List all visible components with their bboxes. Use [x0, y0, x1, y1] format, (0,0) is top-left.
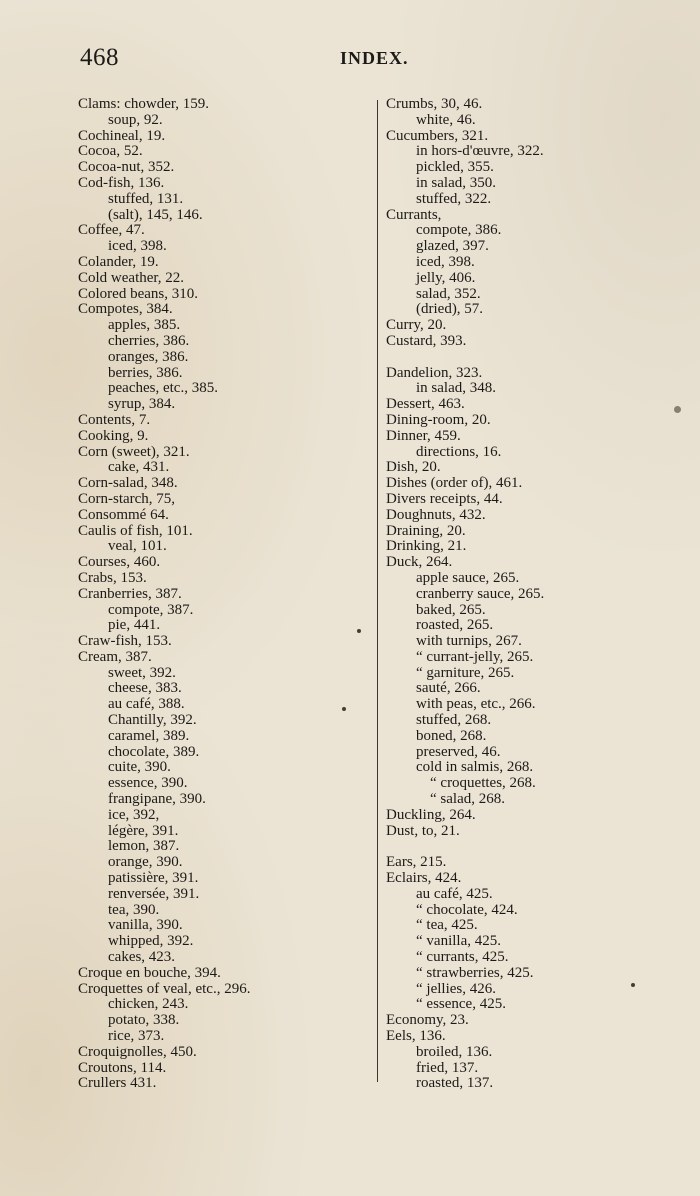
index-subentry: veal, 101.	[108, 538, 167, 555]
index-entry: Compotes, 384.	[78, 301, 173, 318]
index-entry: Croquignolles, 450.	[78, 1043, 197, 1060]
index-subentry: tea, 390.	[108, 901, 160, 918]
index-entry: Cold weather, 22.	[78, 269, 185, 286]
ink-speck	[357, 629, 361, 633]
index-entry: Cream, 387.	[78, 648, 152, 665]
index-subentry: orange, 390.	[108, 854, 183, 871]
index-entry: Curry, 20.	[386, 317, 447, 334]
index-entry: Courses, 460.	[78, 554, 161, 571]
index-column-left	[78, 97, 250, 1092]
index-subentry: essence, 390.	[108, 775, 188, 792]
index-subentry: salad, 352.	[416, 285, 481, 302]
index-entry: Dining-room, 20.	[386, 411, 491, 428]
column-divider	[377, 100, 378, 1082]
index-subentry: rice, 373.	[108, 1028, 165, 1045]
index-subentry: renversée, 391.	[108, 885, 200, 902]
page-number: 468	[80, 44, 119, 71]
index-subentry: cake, 431.	[108, 459, 170, 476]
section-spacer	[386, 839, 544, 855]
index-entry: Colored beans, 310.	[78, 285, 198, 302]
index-entry: Corn (sweet), 321.	[78, 443, 190, 460]
index-subentry: chocolate, 389.	[108, 743, 200, 760]
index-subentry: roasted, 265.	[416, 617, 494, 634]
index-entry: Craw-fish, 153.	[78, 633, 172, 650]
index-subentry: caramel, 389.	[108, 727, 190, 744]
index-entry: Contents, 7.	[78, 411, 151, 428]
index-subentry: “ croquettes, 268.	[430, 775, 536, 792]
index-subentry: with turnips, 267.	[416, 633, 522, 650]
index-entry: Caulis of fish, 101.	[78, 522, 193, 539]
index-entry: Drinking, 21.	[386, 538, 467, 555]
index-subentry: vanilla, 390.	[108, 917, 183, 934]
index-subentry: iced, 398.	[108, 238, 167, 255]
index-entry: Croque en bouche, 394.	[78, 964, 221, 981]
index-entry: Corn-salad, 348.	[78, 475, 178, 492]
index-entry: Dinner, 459.	[386, 427, 461, 444]
index-subentry: “ vanilla, 425.	[416, 933, 501, 950]
index-subentry: (salt), 145, 146.	[108, 206, 203, 223]
index-subentry: sauté, 266.	[416, 680, 481, 697]
index-subentry: berries, 386.	[108, 364, 183, 381]
index-subentry: “ tea, 425.	[416, 917, 478, 934]
index-subentry: jelly, 406.	[416, 269, 476, 286]
index-entry: Currants,	[386, 206, 442, 223]
index-subentry: lemon, 387.	[108, 838, 180, 855]
index-column-right	[386, 97, 544, 1092]
index-entry: Dust, to, 21.	[386, 822, 460, 839]
index-subentry: cheese, 383.	[108, 680, 182, 697]
index-subentry: stuffed, 268.	[416, 712, 492, 729]
index-subentry: cherries, 386.	[108, 332, 190, 349]
section-spacer	[386, 350, 544, 366]
index-entry: Cucumbers, 321.	[386, 127, 489, 144]
index-entry: Eels, 136.	[386, 1028, 446, 1045]
index-entry: Crumbs, 30, 46.	[386, 96, 483, 112]
index-subentry: “ currant-jelly, 265.	[416, 648, 534, 665]
index-entry: Crullers 431.	[78, 1075, 157, 1092]
index-subentry: apples, 385.	[108, 317, 181, 334]
index-subentry: au café, 388.	[108, 696, 185, 713]
index-entry: Corn-starch, 75,	[78, 490, 176, 507]
index-entry: Cooking, 9.	[78, 427, 149, 444]
page-title: INDEX.	[340, 48, 409, 68]
index-subentry: fried, 137.	[416, 1059, 479, 1076]
ink-speck	[674, 406, 681, 413]
index-subentry: in salad, 348.	[416, 380, 496, 397]
index-subentry: sweet, 392.	[108, 664, 176, 681]
index-entry: Dishes (order of), 461.	[386, 475, 523, 492]
index-entry: Consommé 64.	[78, 506, 169, 523]
index-subentry: “ garniture, 265.	[416, 664, 515, 681]
index-subentry: cold in salmis, 268.	[416, 759, 534, 776]
index-subentry: “ jellies, 426.	[416, 980, 496, 997]
index-subentry: frangipane, 390.	[108, 791, 206, 808]
index-subentry: compote, 386.	[416, 222, 502, 239]
index-subentry: soup, 92.	[108, 111, 163, 128]
index-subentry: with peas, etc., 266.	[416, 696, 536, 713]
index-entry: Cocoa-nut, 352.	[78, 159, 175, 176]
index-subentry: “ chocolate, 424.	[416, 901, 518, 918]
index-subentry: “ strawberries, 425.	[416, 964, 534, 981]
index-subentry: légère, 391.	[108, 822, 179, 839]
index-subentry: in hors-d'œuvre, 322.	[416, 143, 544, 160]
index-subentry: broiled, 136.	[416, 1043, 493, 1060]
index-subentry: oranges, 386.	[108, 348, 189, 365]
index-entry: Divers receipts, 44.	[386, 490, 503, 507]
index-entry: Clams: chowder, 159.	[78, 96, 210, 112]
index-entry: Cod-fish, 136.	[78, 174, 165, 191]
index-subentry: boned, 268.	[416, 727, 487, 744]
index-entry: Duckling, 264.	[386, 806, 476, 823]
ink-speck	[342, 707, 346, 711]
index-subentry: “ currants, 425.	[416, 949, 509, 966]
index-subentry: pickled, 355.	[416, 159, 494, 176]
index-subentry: “ essence, 425.	[416, 996, 506, 1013]
index-entry: Dandelion, 323.	[386, 364, 483, 381]
index-subentry: stuffed, 131.	[108, 190, 184, 207]
index-subentry: preserved, 46.	[416, 743, 501, 760]
index-subentry: (dried), 57.	[416, 301, 484, 318]
index-subentry: apple sauce, 265.	[416, 569, 520, 586]
index-subentry: directions, 16.	[416, 443, 502, 460]
index-entry: Doughnuts, 432.	[386, 506, 486, 523]
index-entry: Croquettes of veal, etc., 296.	[78, 980, 251, 997]
index-entry: Duck, 264.	[386, 554, 453, 571]
index-subentry: chicken, 243.	[108, 996, 189, 1013]
index-subentry: patissière, 391.	[108, 870, 199, 887]
index-subentry: au café, 425.	[416, 885, 493, 902]
index-entry: Draining, 20.	[386, 522, 466, 539]
index-subentry: peaches, etc., 385.	[108, 380, 218, 397]
index-subentry: iced, 398.	[416, 253, 475, 270]
index-entry: Croutons, 114.	[78, 1059, 167, 1076]
index-entry: Coffee, 47.	[78, 222, 145, 239]
index-entry: Dish, 20.	[386, 459, 441, 476]
index-subentry: cuite, 390.	[108, 759, 171, 776]
index-entry: Custard, 393.	[386, 332, 467, 349]
index-subentry: Chantilly, 392.	[108, 712, 197, 729]
index-entry: Eclairs, 424.	[386, 870, 462, 887]
index-entry: Ears, 215.	[386, 854, 447, 871]
index-subentry: roasted, 137.	[416, 1075, 494, 1092]
index-subentry: baked, 265.	[416, 601, 486, 618]
index-entry: Cochineal, 19.	[78, 127, 166, 144]
index-subentry: ice, 392,	[108, 806, 160, 823]
index-entry: Cocoa, 52.	[78, 143, 143, 160]
index-subentry: in salad, 350.	[416, 174, 496, 191]
index-subentry: stuffed, 322.	[416, 190, 492, 207]
index-subentry: “ salad, 268.	[430, 791, 505, 808]
index-entry: Crabs, 153.	[78, 569, 147, 586]
index-subentry: whipped, 392.	[108, 933, 194, 950]
index-subentry: pie, 441.	[108, 617, 161, 634]
index-entry: Cranberries, 387.	[78, 585, 182, 602]
index-subentry: cranberry sauce, 265.	[416, 585, 545, 602]
index-subentry: white, 46.	[416, 111, 476, 128]
index-subentry: compote, 387.	[108, 601, 194, 618]
index-subentry: syrup, 384.	[108, 396, 176, 413]
index-entry: Colander, 19.	[78, 253, 159, 270]
index-subentry: cakes, 423.	[108, 949, 176, 966]
ink-speck	[631, 983, 635, 987]
index-subentry: potato, 338.	[108, 1012, 180, 1029]
index-entry: Economy, 23.	[386, 1012, 469, 1029]
index-entry: Dessert, 463.	[386, 396, 465, 413]
index-subentry: glazed, 397.	[416, 238, 489, 255]
